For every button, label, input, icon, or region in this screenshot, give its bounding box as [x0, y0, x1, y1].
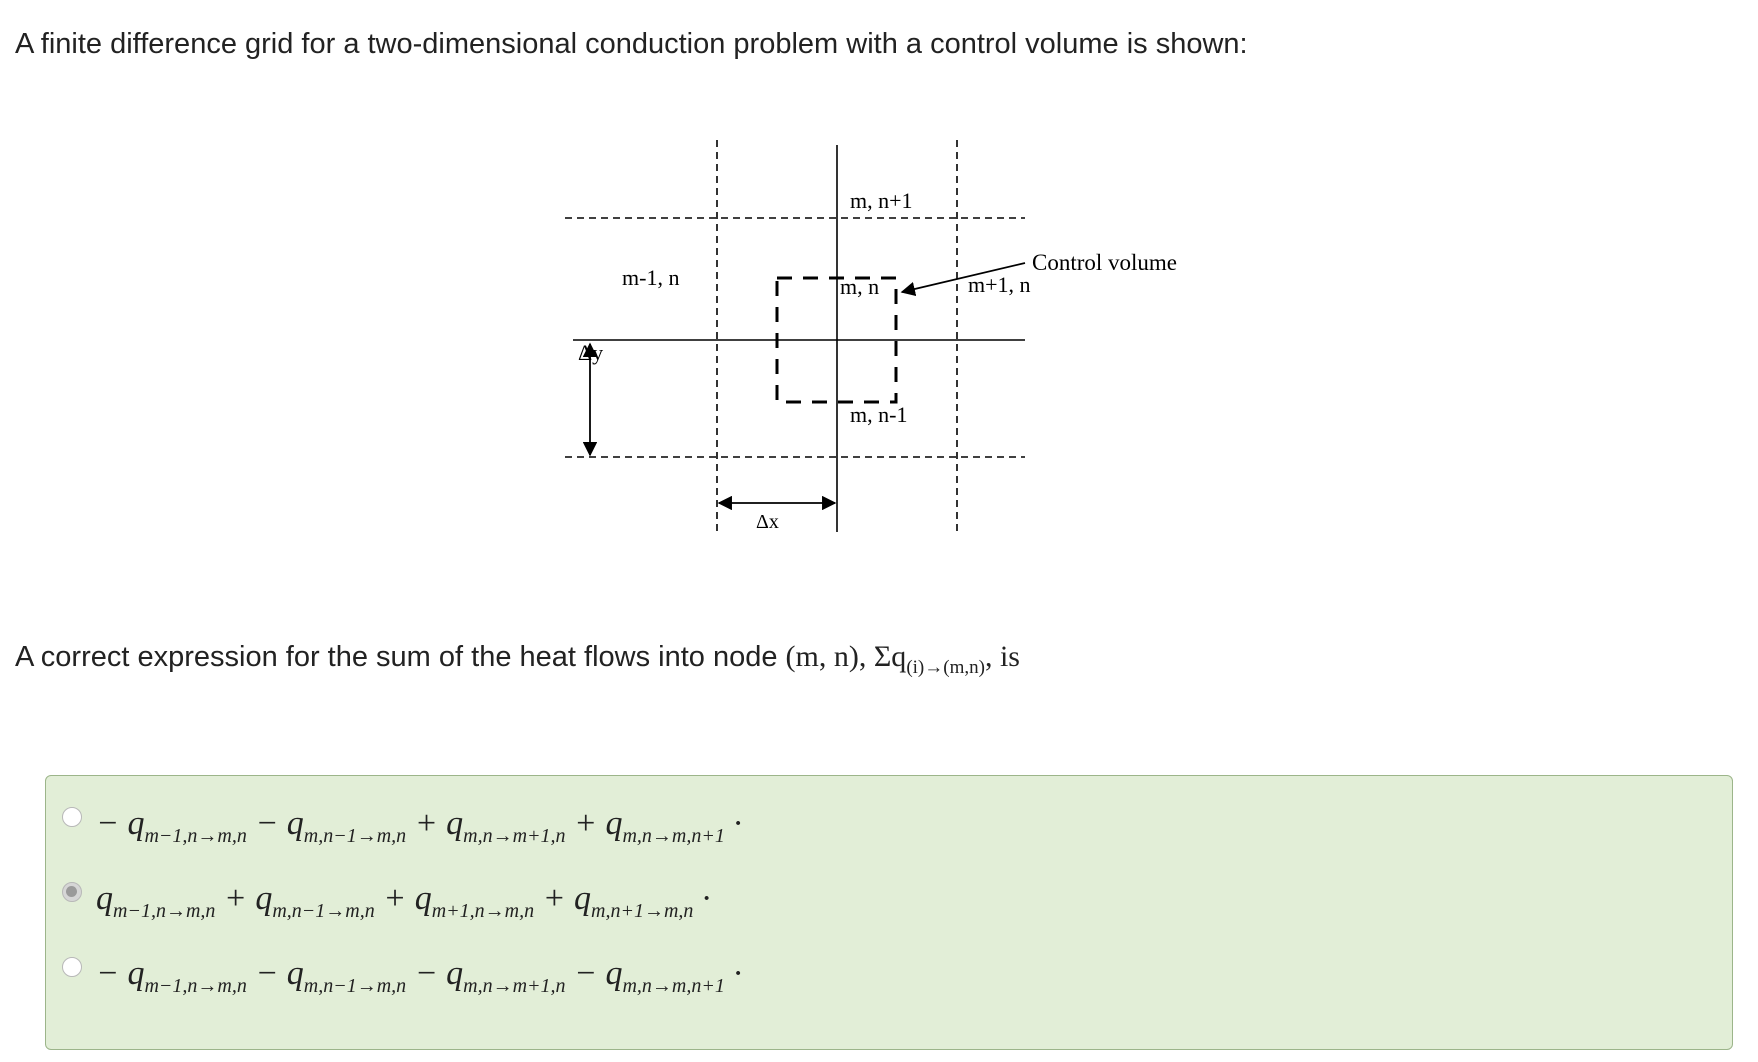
radio-option-1[interactable] [62, 807, 82, 827]
question-intro: A finite difference grid for a two-dimensional conduction problem with a control volume is shown: [15, 28, 1248, 60]
label-control-volume: Control volume [1032, 250, 1178, 275]
prompt-text: A correct expression for the sum of the heat flows into node [15, 641, 778, 673]
label-right-node: m+1, n [968, 272, 1031, 297]
label-top-node: m, n+1 [850, 188, 913, 213]
label-dy: Δy [578, 340, 604, 365]
formula-option-1: − $q_{m-1,n\to m,n} - q_{m,n-1\to m,n} + q_{m,n\to m+1,n} + q_{m,n\to m,n+1}$ · [96, 804, 742, 847]
radio-option-2[interactable] [62, 882, 82, 902]
formula-option-2: $q_{m-1,n\to m,n} + q_{m,n-1\to m,n} + q_{m+1,n\to m,n} + q_{m,n+1\to m,n}$ · [96, 879, 711, 922]
label-dx: Δx [756, 511, 779, 533]
finite-difference-grid-diagram [560, 130, 1240, 550]
formula-option-3: − $q_{m-1,n\to m,n} - q_{m,n-1\to m,n} - q_{m,n\to m+1,n} - q_{m,n\to m,n+1}$ · [96, 954, 742, 997]
label-bottom-node: m, n-1 [850, 402, 908, 427]
answer-option-2[interactable] [62, 876, 710, 926]
answer-options-panel [45, 775, 1733, 1050]
prompt-tail: , is [984, 640, 1020, 673]
prompt-node-math: (m, n), Σq [785, 640, 907, 673]
answer-option-3[interactable] [62, 951, 742, 1001]
label-center-node: m, n [840, 274, 880, 299]
radio-option-3[interactable] [62, 957, 82, 977]
question-prompt [15, 640, 1020, 679]
prompt-subscript: (i)→(m,n) [906, 656, 985, 678]
grid-lines [565, 140, 1025, 532]
answer-option-1[interactable] [62, 801, 742, 851]
label-left-node: m-1, n [622, 265, 680, 290]
